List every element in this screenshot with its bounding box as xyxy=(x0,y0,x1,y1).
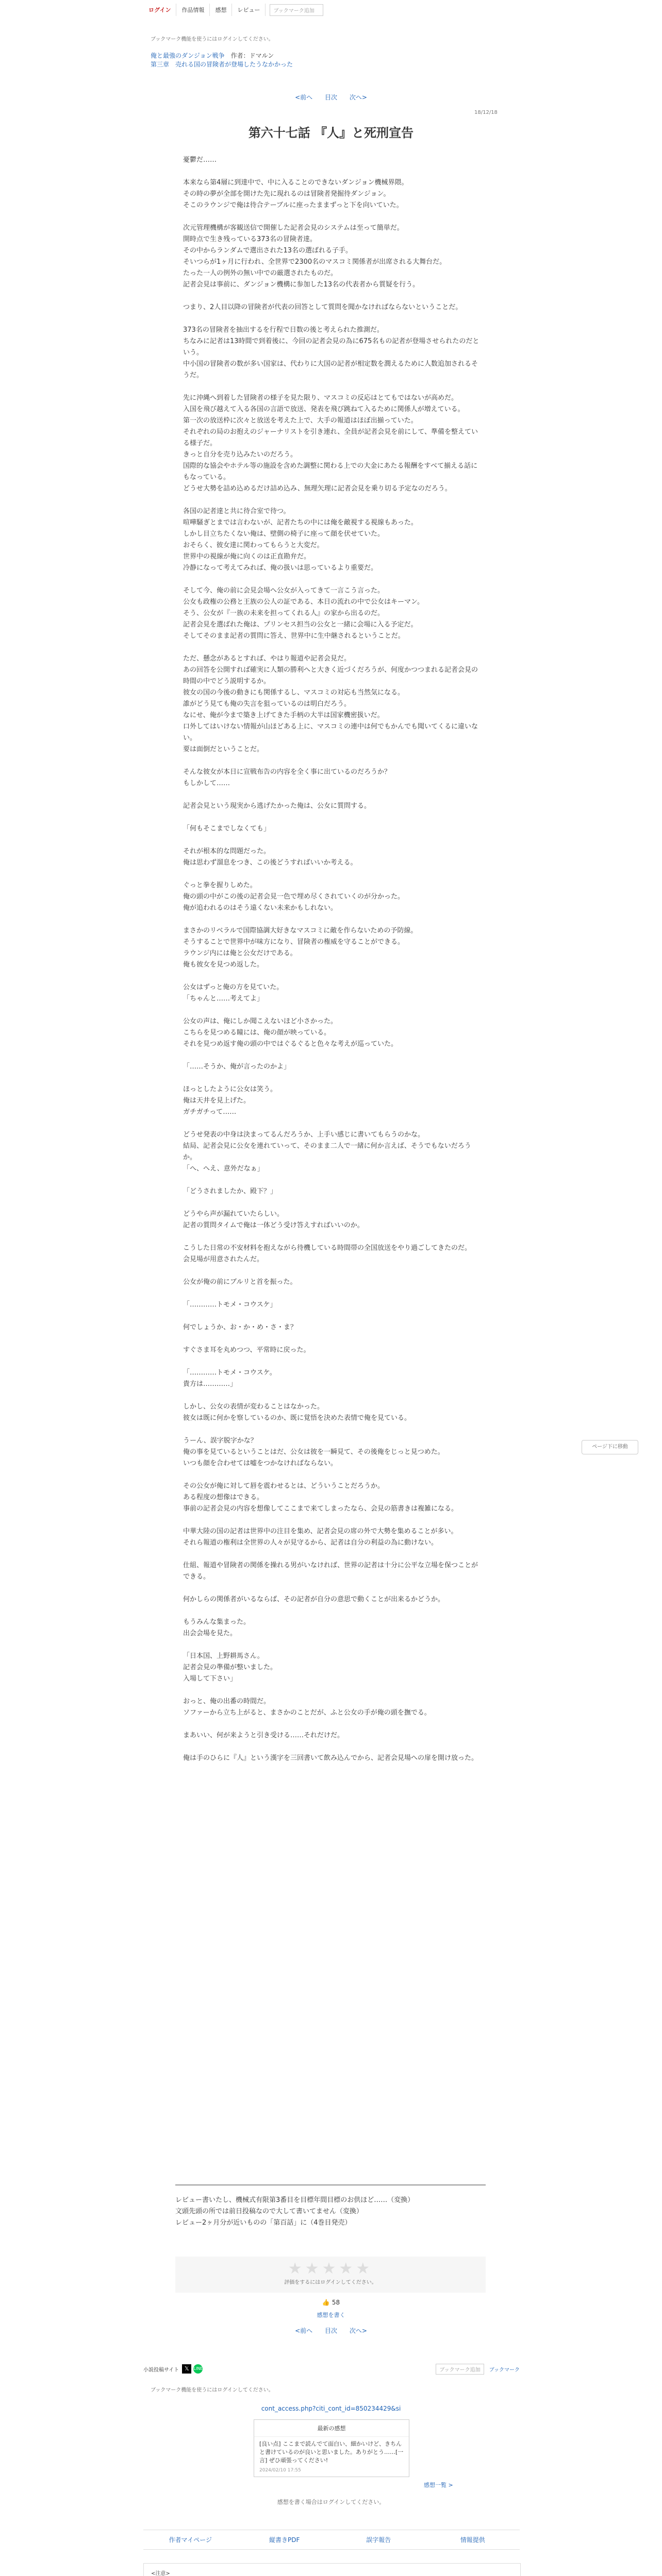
body-line xyxy=(183,1741,482,1753)
body-line: 「どうされましたか、殿下？」 xyxy=(183,1188,277,1195)
next-link-bottom[interactable]: 次へ> xyxy=(349,2327,367,2334)
feelings-link[interactable]: 感想 xyxy=(210,4,232,16)
prev-link[interactable]: <前へ xyxy=(295,94,313,101)
body-line: 公女の声は、俺にしか聞こえないほど小さかった。 xyxy=(183,1018,338,1025)
body-line: まさかのリベラルで国際協調大好きなマスコミに敵を作らないための予防線。 xyxy=(183,927,418,935)
top-bar xyxy=(0,0,662,25)
body-line xyxy=(183,574,482,585)
body-line: ちなみに記者は13時間で到着後に、今回の記者会見の為に675名もの記者が登場させられたのだという。 xyxy=(183,337,479,357)
body-line: そして今、俺の前に会見会場へ公女が入ってきて一言こう言った。 xyxy=(183,587,385,595)
body-line: 記者会見を選ばれた俺は、プリンセス担当の公女と一緒に会場に入る予定だ。 xyxy=(183,621,418,629)
body-line: すぐさま耳を丸めつつ、平常時に戻った。 xyxy=(183,1346,310,1354)
body-line xyxy=(183,1469,482,1481)
body-line: しかし、公女の表情が変わることはなかった。 xyxy=(183,1403,324,1411)
like-count: 58 xyxy=(332,2299,340,2306)
bottom-link[interactable]: 情報提供 xyxy=(460,2536,485,2544)
bottom-links xyxy=(143,2530,520,2550)
body-line: ラウンジ内には俺と公女だけである。 xyxy=(183,950,297,957)
body-line: それを見つめ返す俺の頭の中ではぐるぐると色々な考えが巡っていた。 xyxy=(183,1040,398,1048)
body-line xyxy=(183,313,482,325)
body-line xyxy=(183,291,482,302)
body-line: 「……そうか、俺が言ったのかよ」 xyxy=(183,1063,291,1071)
body-line: 貴方は…………」 xyxy=(183,1380,237,1388)
body-line: そうすることで世界中が味方になり、冒険者の権威を守ることができる。 xyxy=(183,938,405,946)
login-link[interactable]: ログイン xyxy=(143,4,176,16)
afterword-line: 文頭先頭の所では前日投稿なので大して書いてません（変換） xyxy=(175,2208,363,2215)
prev-link-bottom[interactable]: <前へ xyxy=(295,2327,313,2334)
impressions-box xyxy=(254,2419,409,2477)
body-line: つまり、2人目以降の冒険者が代表の回答として質問を聞かなければならないということだ。 xyxy=(183,303,462,311)
body-line: そこのラウンジで俺は待合テーブルに座ったままずっと下を向いていた。 xyxy=(183,201,403,209)
body-line xyxy=(183,914,482,925)
chapter-nav-top xyxy=(0,93,662,101)
body-line: そう、公女が『一族の未来を担ってくれる人』の家から出るのだ。 xyxy=(183,609,385,617)
body-line: 要は面倒だということだ。 xyxy=(183,745,264,753)
body-line xyxy=(183,1311,482,1322)
body-line: 公女も政権の公務と王族の公人の証である、本日の流れの中で公女はキーマン。 xyxy=(183,598,424,606)
body-line: 会見場が用意されたんだ。 xyxy=(183,1256,264,1263)
body-line: 次元管理機構が客観送信で開催した記者会見のシステムは至って簡単だ。 xyxy=(183,224,404,232)
toc-link[interactable]: 目次 xyxy=(324,94,337,101)
body-line xyxy=(183,1639,482,1651)
body-line xyxy=(183,1719,482,1730)
body-line: 事前の記者会見の内容を想像してここまで来てしまったなら、会見の筋書きは複雑になる。 xyxy=(183,1505,458,1513)
body-line: きっと自分を売り込みたいのだろう。 xyxy=(183,451,297,459)
body-line xyxy=(183,1288,482,1299)
body-line: 記者の質問タイムで俺は一体どう受け答えすればいいのか。 xyxy=(183,1222,364,1229)
body-line xyxy=(183,1231,482,1243)
body-line: どうせ大勢を詰め込めるだけ詰め込み、無理矢理に記者会見を乗り切る予定なのだろう。 xyxy=(183,485,452,493)
body-line: ただ、懸念があるとすれば、やはり報道や記者会見だ。 xyxy=(183,655,351,663)
impressions-login-note: 感想を書く場合はログインしてください。 xyxy=(277,2499,385,2505)
body-line: それが根本的な問題だった。 xyxy=(183,848,271,855)
bookmark-link[interactable]: ブックマーク xyxy=(489,2367,520,2373)
body-line xyxy=(183,1390,482,1401)
impressions-all-link[interactable]: 感想一覧 > xyxy=(424,2482,453,2488)
body-line: 先に沖縄へ到着した冒険者の様子を見た限り、マスコミの反応はとてもではないが高めだ。 xyxy=(183,394,458,402)
body-line: 中小国の冒険者の数が多い国家は、代わりに大国の記者が相定数を潤えるために人数追加されるそうだ。 xyxy=(183,360,478,379)
rating-note: 評価をするにはログインしてください。 xyxy=(284,2280,377,2285)
body-line xyxy=(183,1356,482,1367)
bottom-link[interactable]: 作者マイページ xyxy=(169,2536,212,2544)
series-title[interactable]: 俺と最強のダンジョン戦争 xyxy=(151,52,225,59)
body-line: それら報道の権利は全世界の人々が見守るから、記者は自分の利益の為に動けない。 xyxy=(183,1539,438,1547)
body-line: 口外してはいけない情報が山ほどある上に、マスコミの連中は何でもかんでも聞いてくるに違いない。 xyxy=(183,723,478,742)
impressions-body: [良い点] ここまで読んでて面白い、細かいけど、きちんと書けているのが良いと思いました。ありがとう……[一言] ぜひ頑張ってください! xyxy=(259,2441,404,2464)
body-line: 第一次の放送枠に次々と放送を考えた上で、大手の報道はほぼ出揃っていた。 xyxy=(183,417,418,425)
body-line: どうやら声が漏れていたらしい。 xyxy=(183,1210,284,1218)
body-line: 入場して下さい」 xyxy=(183,1675,237,1683)
body-line: 俺の頭の中がこの後の記者会見一色で埋め尽くされていくのが分かった。 xyxy=(183,893,405,901)
rating-stars[interactable]: ★★★★★ xyxy=(288,2260,373,2278)
body-line: もうみんな集まった。 xyxy=(183,1618,251,1626)
body-line: その時の夢が全部を開けた先に現れるのは冒険者発掘待ダンジョン。 xyxy=(183,190,390,198)
body-line: もしかして…… xyxy=(183,779,230,787)
body-line: しかし目立ちたくない俺は、壁側の椅子に座って顔を伏せていた。 xyxy=(183,530,385,538)
body-line: 「日本国、上野耕馬さん。 xyxy=(183,1652,264,1660)
body-line: どうせ発表の中身は決まってるんだろうか、上手い感じに書いてもらうのかな。 xyxy=(183,1131,425,1139)
body-line xyxy=(183,1175,482,1186)
body-line xyxy=(183,789,482,801)
afterword-line: レビュー2ヶ月分が近いものの「第百話」に（4巻目発売） xyxy=(175,2219,352,2227)
body-line: 彼女は既に何かを察しているのか、既に覚悟を決めた表情で俺を見ている。 xyxy=(183,1414,411,1422)
body-line: 俺は天井を見上げた。 xyxy=(183,1097,251,1105)
body-line: 記者会見という現実から逃げたかった俺は、公女に質問する。 xyxy=(183,802,371,810)
body-line xyxy=(183,1333,482,1345)
body-line: 何でしょうか、お・か・め・さ・ま？ xyxy=(183,1324,297,1331)
body-line: ぐっと拳を握りしめた。 xyxy=(183,882,257,889)
divider xyxy=(175,2184,486,2185)
body-line: 公女が俺の前にブルリと首を振った。 xyxy=(183,1278,297,1286)
chapter-title: 第六十七話 『人』と死刑宣告 xyxy=(248,125,414,140)
afterword xyxy=(175,2195,485,2229)
line-share-icon[interactable]: LINE xyxy=(193,2364,203,2374)
body-line: その中からランダムで選出された13名の選ばれる子手。 xyxy=(183,247,353,255)
body-line: 「へ、へえ、意外だなぁ」 xyxy=(183,1165,264,1173)
share-label: 小説投稿サイト xyxy=(143,2367,179,2373)
body-line: なにせ、俺が今まで築き上げてきた手柄の大半は国家機密扱いだ。 xyxy=(183,711,384,719)
body-line xyxy=(183,1073,482,1084)
posted-date: 18/12/18 xyxy=(474,110,498,115)
body-line: 誰がどう見ても俺の失言を狙っているのは明白だろう。 xyxy=(183,700,351,708)
body-line: 373名の冒険者を抽出するを行程で日数の後と考えられた推測だ。 xyxy=(183,326,384,334)
body-line: 結局、記者会見に公女を連れていって、そのまま二人で一緒に何か言えば、そうでもないだろうか。 xyxy=(183,1142,471,1161)
review-link[interactable]: レビュー xyxy=(232,4,266,16)
body-line xyxy=(183,812,482,823)
body-line xyxy=(183,1118,482,1129)
body-line: そしてそのまま記者の質問に答え、世界中に生中継されるということだ。 xyxy=(183,632,405,640)
body-line: 出会会場を見た。 xyxy=(183,1630,237,1637)
body-line: おっと、俺の出番の時間だ。 xyxy=(183,1698,271,1705)
chapter-name: 第三章 売れる国の冒険者が登場したうなかかった xyxy=(151,61,293,68)
body-line: その公女が俺に対して唇を震わせるとは、どういうことだろうか。 xyxy=(183,1482,385,1490)
works-link[interactable]: 作品情報 xyxy=(176,4,210,16)
body-line: 「…………トモメ・コウスケ。 xyxy=(183,1369,276,1377)
body-line: 俺は思わず溜息をつき、この後どうすればいいか考える。 xyxy=(183,859,357,867)
body-line: 俺は手のひらに『人』という漢字を三回書いて飲み込んでから、記者会見場への扉を開け放った。 xyxy=(183,1754,478,1762)
body-line xyxy=(183,1685,482,1696)
body-line: 記者会見は事前に、ダンジョン機構に参加した13名の代表者から質疑を行う。 xyxy=(183,281,420,289)
toc-link-bottom[interactable]: 目次 xyxy=(324,2327,337,2334)
login-note-text: ブックマーク機能を使うにはログインしてください。 xyxy=(151,37,274,42)
body-line: 彼女の国の今後の動きにも関係するし、マスコミの対応も当然気になる。 xyxy=(183,689,405,697)
body-line xyxy=(183,211,482,223)
body-line: 俺も彼女を見つめ返した。 xyxy=(183,961,264,969)
share-bar xyxy=(143,2363,520,2375)
body-line: 入国を飛び越えて入る各国の言語で放送、発表を飛び跳ねて入るために関係人が増えている。 xyxy=(183,405,465,413)
body-line xyxy=(183,1424,482,1435)
banner-link[interactable]: cont_access.php?citi_cont_id=850234429&si xyxy=(261,2405,401,2412)
login-note xyxy=(151,35,274,42)
body-line: 憂鬱だ…… xyxy=(183,156,217,164)
body-line: まあいい、何が来ようと引き受ける……それだけだ。 xyxy=(183,1732,344,1739)
series-info xyxy=(151,52,293,69)
body-line: 世界中の視線が俺に向くのは正直勘弁だ。 xyxy=(183,553,311,561)
x-share-icon[interactable]: 𝕏 xyxy=(182,2364,191,2374)
write-review-link[interactable]: 感想を書く xyxy=(317,2312,345,2318)
body-line: 仕組、報道や冒険者の関係を操れる男がいなければ、世界の記者は十分に公平な立場を保つことができる。 xyxy=(183,1562,478,1581)
body-line xyxy=(183,1265,482,1277)
next-link[interactable]: 次へ> xyxy=(349,94,367,101)
body-line: 記者会見の準備が整いました。 xyxy=(183,1664,277,1671)
impressions-title: 最新の感想 xyxy=(254,2420,409,2437)
impressions-meta: 2024/02/10 17:55 xyxy=(259,2468,301,2473)
body-line xyxy=(183,381,482,393)
body-line xyxy=(183,1050,482,1061)
body-line: いつも顔を合わせては嘘をつかなければならない。 xyxy=(183,1460,338,1467)
bottom-link[interactable]: 縦書きPDF xyxy=(269,2536,300,2544)
afterword-line: レビュー書いたし、機械式有限第3番目を目標年間目標のお供ほど……（変換） xyxy=(175,2196,415,2204)
body-line: 冷静になって考えてみれば、俺の扱いは思っているより重要だ。 xyxy=(183,564,378,572)
body-line xyxy=(183,755,482,767)
body-line: 本来なら第4層に到達中で、中に入ることのできないダンジョン機械界隈。 xyxy=(183,179,408,187)
body-line: そんな彼女が本日に宣戦布告の内容を全く事に出ているのだろうか？ xyxy=(183,768,391,776)
body-line xyxy=(183,642,482,653)
scroll-bottom-button[interactable]: ページ下に移動 xyxy=(582,1440,638,1454)
body-line: 俺の事を見ているということはだ、公女は彼を一瞬見て、その後俺をじっと見つめた。 xyxy=(183,1448,444,1456)
body-line: あの回答を公開すれば確実に人類の勝利へと大きく近づくだろうが、何度かつつまれる記者会見の時間の中でどう説明するか。 xyxy=(183,666,478,685)
body-line xyxy=(183,835,482,846)
bottom-link[interactable]: 誤字報告 xyxy=(366,2536,391,2544)
body-line xyxy=(183,1549,482,1560)
login-note-bottom: ブックマーク機能を使うにはログインしてください。 xyxy=(151,2387,274,2393)
body-line: こちらを見つめる瞳には、俺の顔が映っている。 xyxy=(183,1029,331,1037)
body-line: それぞれの局のお抱えのジャーナリストを引き連れ、全員が記者会見を前にして、準備を整えている様子だ。 xyxy=(183,428,478,447)
body-line: こうした日常の不安材料を抱えながら待機している時間帯の全国放送をやり過ごしてきたのだ。 xyxy=(183,1244,472,1252)
body-line: 中華大陸の国の記者は世界中の注目を集め、記者会見の席の外で大勢を集めることが多い。 xyxy=(183,1528,458,1535)
body-line: おそらく、彼女達に関わってもらうと大変だ。 xyxy=(183,541,324,549)
body-line: 各国の記者達と共に待合室で待つ。 xyxy=(183,507,290,515)
notice-heading: <注意> xyxy=(151,2571,170,2576)
rating-box xyxy=(175,2257,486,2293)
bookmark-add-button[interactable]: ブックマーク追加 xyxy=(270,4,323,16)
body-line: 「ちゃんと……考えてよ」 xyxy=(183,995,264,1003)
chapter-nav-bottom xyxy=(0,2326,662,2335)
body-line: 俺が追われるのはそう遠くない未来かもしれない。 xyxy=(183,904,338,912)
body-line xyxy=(183,1515,482,1526)
body-line: 「何もそこまでしなくても」 xyxy=(183,825,271,833)
body-line xyxy=(183,166,482,177)
body-line: ある程度の想像はできる。 xyxy=(183,1494,264,1501)
body-line: 国際的な協会やホテル等の施設を含めた調整に関わる上での大金にあたる報酬をすべて揃える話にもなっている。 xyxy=(183,462,478,481)
notice-box xyxy=(143,2563,521,2576)
body-line: ガチガチって…… xyxy=(183,1108,237,1116)
body-line: 開時点で生き残っている373名の冒険者達。 xyxy=(183,235,317,243)
top-bar-nav xyxy=(143,4,323,16)
body-line: ソファーから立ち上がると、まさかのことだが、ふと公女の手が俺の頭を撫でる。 xyxy=(183,1709,431,1717)
body-line xyxy=(183,869,482,880)
body-line xyxy=(183,1583,482,1594)
body-line: たった一人の例外の無い中での厳選されたものだ。 xyxy=(183,269,338,277)
body-line xyxy=(183,1197,482,1209)
body-line xyxy=(183,971,482,982)
body-line: うーん、誤字脱字かな？ xyxy=(183,1437,257,1445)
body-line: 「…………トモメ・コウスケ」 xyxy=(183,1301,277,1309)
like-button[interactable] xyxy=(0,2299,662,2306)
chapter-body xyxy=(183,155,482,1764)
body-line: 何かしらの関係者がいるならば、その記者が自分の意思で動くことが出来るかどうか。 xyxy=(183,1596,445,1603)
body-line: 喧嘩騒ぎとまでは言わないが、記者たちの中には俺を敵視する視線もあった。 xyxy=(183,519,418,527)
series-author[interactable]: 作者：ドマルン xyxy=(230,52,274,59)
body-line xyxy=(183,1605,482,1617)
bookmark-add-button-bottom[interactable]: ブックマーク追加 xyxy=(436,2364,484,2375)
body-line xyxy=(183,1005,482,1016)
body-line: 公女はずっと俺の方を見ていた。 xyxy=(183,984,284,991)
body-line xyxy=(183,495,482,506)
body-line: そいつらが1ヶ月に行われ、全世界で2300名のマスコミ関係者が出席される大舞台だ。 xyxy=(183,258,446,266)
body-line: ほっとしたように公女は笑う。 xyxy=(183,1086,277,1093)
like-icon: 👍 xyxy=(322,2299,330,2306)
